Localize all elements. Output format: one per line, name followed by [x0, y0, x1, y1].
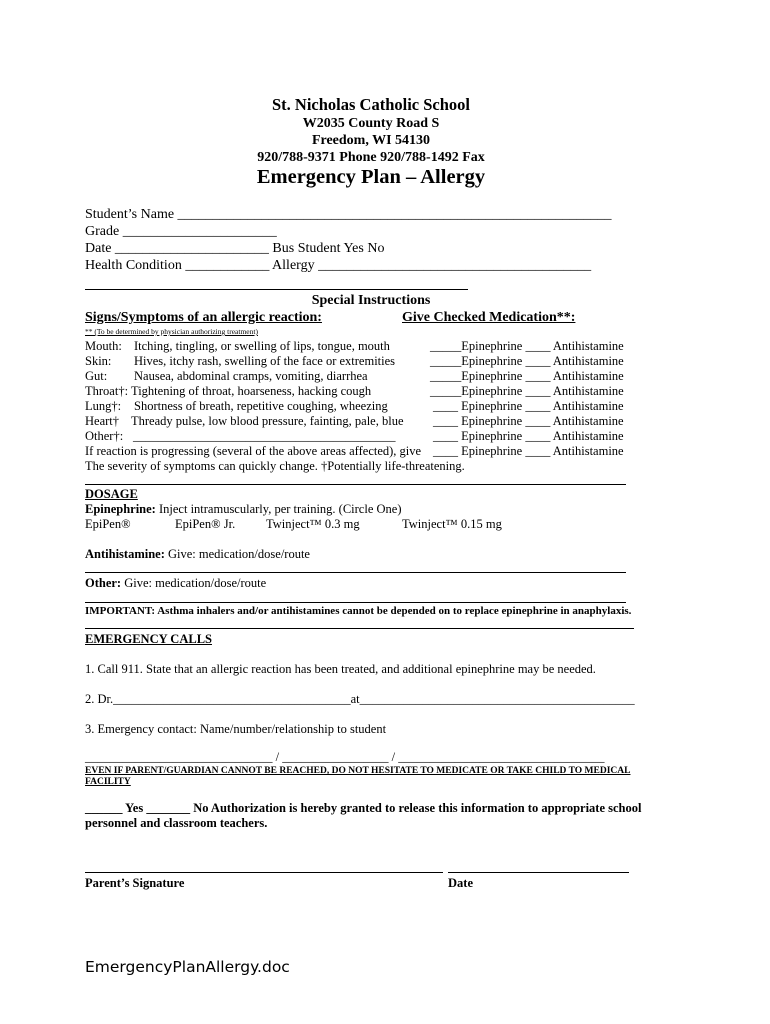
medicate-warning-continued: FACILITY [85, 777, 131, 787]
date-label: Date [448, 876, 473, 890]
symptom-text: Tightening of throat, hoarseness, hacking cough [131, 384, 372, 398]
medication-checkbox-line[interactable]: _____Epinephrine ____ Antihistamine [430, 354, 624, 368]
symptom-text: Itching, tingling, or swelling of lips, tongue, mouth [134, 339, 390, 353]
other-entry-line[interactable] [85, 602, 626, 603]
medication-checkbox-line[interactable]: _____Epinephrine ____ Antihistamine [430, 339, 624, 353]
epinephrine-label: Epinephrine: [85, 502, 156, 516]
antihistamine-label: Antihistamine: [85, 547, 165, 561]
school-phone-fax: 920/788-9371 Phone 920/788-1492 Fax [257, 150, 485, 165]
symptom-label: Skin: [85, 354, 112, 368]
date-bus-field[interactable]: Date ______________________ Bus Student Yes No [85, 241, 385, 256]
document-filename: EmergencyPlanAllergy.doc [85, 958, 290, 976]
other-instruction [85, 576, 266, 591]
school-address-line2: Freedom, WI 54130 [311, 133, 431, 148]
symptom-label: Throat†: [85, 384, 129, 398]
date-signature-line[interactable] [448, 872, 629, 873]
medication-heading: Give Checked Medication**: [402, 310, 576, 325]
emergency-contact-label: 3. Emergency contact: Name/number/relationship to student [85, 722, 387, 736]
severity-note: The severity of symptoms can quickly change. †Potentially life-threatening. [85, 459, 465, 473]
parent-signature-label: Parent’s Signature [85, 876, 185, 890]
dose-option[interactable]: Twinject™ 0.15 mg [402, 517, 502, 531]
medicate-warning: EVEN IF PARENT/GUARDIAN CANNOT BE REACHED, DO NOT HESITATE TO MEDICATE OR TAKE CHILD TO MEDICAL [85, 766, 631, 776]
doctor-phone-field[interactable]: 2. Dr.______________________________________at____________________________________________ [85, 692, 635, 706]
school-name: St. Nicholas Catholic School [271, 95, 471, 114]
epinephrine-text: Inject intramuscularly, per training. (Circle One) [158, 502, 402, 516]
authorization-statement[interactable]: ______ Yes _______ No Authorization is hereby granted to release this information to appropriate school [85, 801, 642, 815]
page-title: Emergency Plan – Allergy [256, 166, 486, 188]
medication-checkbox-line[interactable]: ____ Epinephrine ____ Antihistamine [433, 444, 624, 458]
other-symptom-field[interactable]: __________________________________________ [133, 429, 396, 443]
emergency-contact-field[interactable]: ______________________________ / _________________ / _________________________________ [85, 750, 605, 764]
emergency-calls-heading: EMERGENCY CALLS [85, 632, 212, 646]
progression-text: If reaction is progressing (several of the above areas affected), give [85, 444, 422, 458]
signs-symptoms-heading: Signs/Symptoms of an allergic reaction: [85, 310, 322, 325]
symptom-text: Thready pulse, low blood pressure, fainting, pale, blue [131, 414, 404, 428]
other-text: Give: medication/dose/route [124, 576, 267, 590]
symptom-label: Mouth: [85, 339, 122, 353]
important-note: IMPORTANT: Asthma inhalers and/or antihistamines cannot be depended on to replace epinephrine in anaphylaxis. [85, 605, 632, 617]
student-name-field[interactable]: Student’s Name ______________________________________________________________ [85, 207, 612, 222]
medication-checkbox-line[interactable]: ____ Epinephrine ____ Antihistamine [433, 414, 624, 428]
divider [85, 484, 626, 485]
physician-footnote: ** (To be determined by physician authorizing treatment) [85, 327, 258, 336]
medication-checkbox-line[interactable]: ____ Epinephrine ____ Antihistamine [433, 429, 624, 443]
symptom-text: Shortness of breath, repetitive coughing, wheezing [134, 399, 388, 413]
grade-field[interactable]: Grade ______________________ [85, 224, 277, 239]
medication-checkbox-line[interactable]: _____Epinephrine ____ Antihistamine [430, 384, 624, 398]
authorization-statement-continued: personnel and classroom teachers. [85, 816, 268, 830]
dosage-heading: DOSAGE [85, 487, 138, 501]
medication-checkbox-line[interactable]: ____ Epinephrine ____ Antihistamine [433, 399, 624, 413]
antihistamine-instruction [85, 547, 310, 562]
health-allergy-field[interactable]: Health Condition ____________ Allergy _______________________________________ [85, 258, 592, 273]
school-address-line1: W2035 County Road S [302, 116, 440, 131]
symptom-label: Other†: [85, 429, 124, 443]
antihistamine-entry-line[interactable] [85, 572, 626, 573]
other-label: Other: [85, 576, 122, 590]
special-instructions-heading: Special Instructions [311, 293, 431, 308]
symptom-text: Nausea, abdominal cramps, vomiting, diarrhea [134, 369, 368, 383]
symptom-text: Hives, itchy rash, swelling of the face or extremities [134, 354, 396, 368]
dose-option[interactable]: EpiPen® Jr. [175, 517, 236, 531]
symptom-label: Lung†: [85, 399, 122, 413]
parent-signature-line[interactable] [85, 872, 443, 873]
medication-checkbox-line[interactable]: _____Epinephrine ____ Antihistamine [430, 369, 624, 383]
symptom-label: Gut: [85, 369, 108, 383]
epinephrine-instruction [85, 502, 401, 517]
dose-option[interactable]: Twinject™ 0.3 mg [266, 517, 360, 531]
symptom-label: Heart† [85, 414, 120, 428]
antihistamine-text: Give: medication/dose/route [168, 547, 310, 561]
divider [85, 628, 634, 629]
dose-option[interactable]: EpiPen® [85, 517, 131, 531]
divider [85, 289, 468, 290]
call-911-instruction: 1. Call 911. State that an allergic reaction has been treated, and additional epinephrine may be needed. [85, 662, 596, 676]
